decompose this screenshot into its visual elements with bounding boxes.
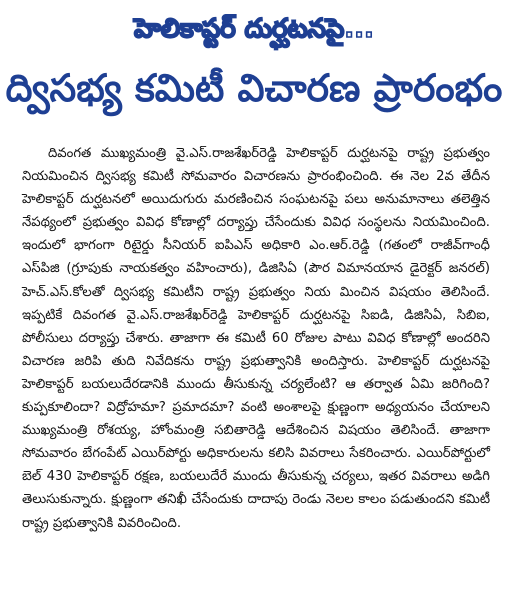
article-subtitle: హెలికాప్టర్ దుర్ఘటనపై... [134, 14, 374, 44]
article-headline: ద్విసభ్య కమిటీ విచారణ ప్రారంభం [5, 66, 503, 110]
article-body: దివంగత ముఖ్యమంత్రి వై.ఎస్.రాజశేఖర్‌రెడ్డి హెలికాప్టర్ దుర్ఘటనపై రాష్ట్ర ప్రభుత్వం నియమించిన ద్విసభ్య కమిటీ సోమవారం విచారణను ప్రారంభించింది. ఈ నెల 2వ తేదీన హెలికాప్టర్ దుర్ఘటనలో అయిదుగురు మరణించిన సంఘటనపై పలు అనుమానాలు తలెత్తిన నేపథ్యంలో ప్రభుత్వం వివిధ కోణాల్లో దర్యాప్తు చేసేందుకు వివిధ సంస్థలను నియమించింది. ఇందులో భాగంగా రిటైర్డు సీనియర్ ఐపిఎస్ అధికారి ఎం.ఆర్.రెడ్డి (గతంలో రాజీవ్‌గాంధీ ఎస్‌పిజి (గ్రూపుకు నాయకత్వం వహించారు), డిజిసిఏ (పౌర విమానయాన డైరెక్టర్ జనరల్) హెచ్.ఎస్.కోలతో ద్విసభ్య కమిటీని రాష్ట్ర ప్రభుత్వం నియ మించిన విషయం తెలిసిందే. ఇప్పటికే దివంగత వై.ఎస్.రాజశేఖర్‌రెడ్డి హెలికాప్టర్ దుర్ఘటనపై సిఐడి, డిజిసిఏ, సిబిఐ, పోలీసులు దర్యాప్తు చేశారు. తాజాగా ఈ కమిటీ 60 రోజుల పాటు వివిధ కోణాల్లో అందరిని విచారణ జరిపి తుది నివేదికను రాష్ట్ర ప్రభుత్వానికి అందిస్తారు. హెలికాప్టర్ దుర్ఘటనపై హెలికాప్టర్ బయలుదేరడానికి ముందు తీసుకున్న చర్యలేంటి? ఆ తర్వాత ఏమి జరిగింది? కుప్పకూలిందా? విద్రోహమా? ప్రమాదమా? వంటి అంశాలపై క్షుణ్ణంగా అధ్యయనం చేయాలని ముఖ్యమంత్రి రోశయ్య, హోంమంత్రి సబితారెడ్డి ఆదేశించిన విషయం తెలిసిందే. తాజాగా సోమవారం బేగంపేట్ ఎయిర్‌పోర్టు అధికారులను కలిసి వివరాలు సేకరించారు. ఎయిర్‌పోర్టులో బెల్ 430 హెలికాప్టర్ రక్షణ, బయలుదేరే ముందు తీసుకున్న చర్యలు, ఇతర వివరాలు అడిగి తెలుసుకున్నారు. క్షుణ్ణంగా తనిఖీ చేసేందుకు దాదాపు రెండు నెలల కాలం పడుతుందని కమిటీ రాష్ట్ర ప్రభుత్వానికి వివరించింది. [22, 146, 490, 531]
